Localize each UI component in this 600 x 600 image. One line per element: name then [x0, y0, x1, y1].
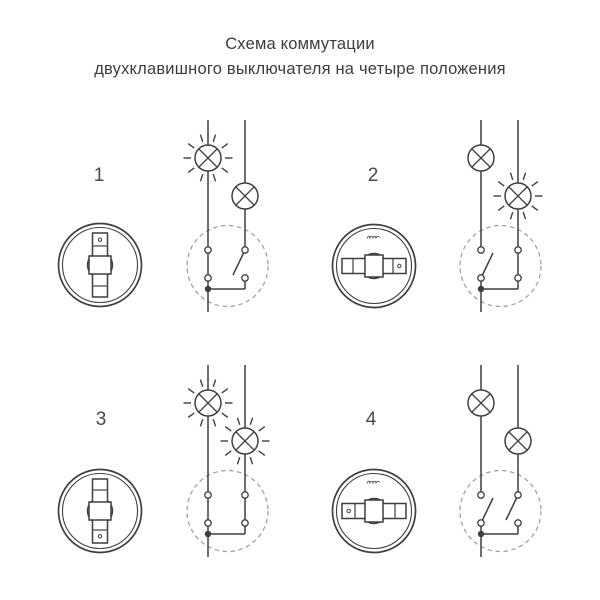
lamp-off-icon: [505, 428, 531, 454]
switch-blade-open: [481, 498, 493, 523]
switch-blade-open: [481, 253, 493, 278]
dashed-boundary-icon: [460, 226, 541, 307]
rotary-switch-icon: [324, 216, 424, 316]
position-number-1: 1: [93, 165, 105, 186]
dashed-boundary-icon: [187, 226, 268, 307]
switch-contact-icon: [205, 492, 211, 498]
switch-contact-icon: [205, 520, 211, 526]
switch-contact-icon: [205, 275, 211, 281]
switch-blade-open: [233, 250, 245, 275]
page-title-line2: двухклавишного выключателя на четыре положения: [94, 59, 506, 78]
circuit-diagram: [443, 355, 567, 557]
circuit-diagram: [170, 110, 294, 312]
junction-dot-icon: [478, 531, 484, 537]
circuit-diagram: [443, 110, 567, 312]
junction-dot-icon: [205, 531, 211, 537]
rotary-switch-icon: [50, 215, 150, 315]
dashed-boundary-icon: [187, 471, 268, 552]
junction-dot-icon: [478, 286, 484, 292]
position-number-3: 3: [95, 409, 107, 430]
lamp-off-icon: [232, 183, 258, 209]
lamp-off-icon: [468, 390, 494, 416]
page-title: [0, 32, 600, 81]
switch-contact-icon: [515, 275, 521, 281]
dashed-boundary-icon: [460, 471, 541, 552]
rotary-switch-icon: [324, 461, 424, 561]
position-number-2: 2: [367, 165, 379, 186]
switch-contact-icon: [515, 520, 521, 526]
position-number-4: 4: [365, 409, 377, 430]
switch-contact-icon: [515, 247, 521, 253]
page-title-line1: Схема коммутации: [225, 35, 375, 53]
switch-contact-icon: [515, 492, 521, 498]
switch-contact-icon: [242, 275, 248, 281]
switch-contact-icon: [242, 520, 248, 526]
switch-contact-icon: [478, 247, 484, 253]
lamp-off-icon: [468, 145, 494, 171]
switch-contact-icon: [478, 275, 484, 281]
circuit-diagram: [170, 355, 294, 557]
switch-contact-icon: [478, 492, 484, 498]
switch-contact-icon: [242, 492, 248, 498]
switch-contact-icon: [242, 247, 248, 253]
switch-contact-icon: [205, 247, 211, 253]
junction-dot-icon: [205, 286, 211, 292]
switch-contact-icon: [478, 520, 484, 526]
switch-blade-open: [506, 495, 518, 520]
rotary-switch-icon: [50, 461, 150, 561]
